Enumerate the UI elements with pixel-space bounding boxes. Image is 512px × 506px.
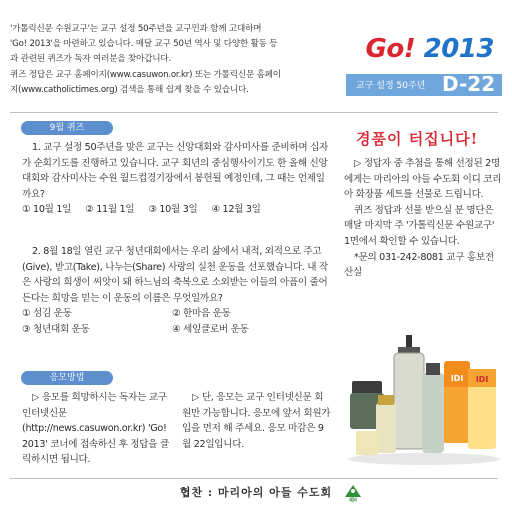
question-text: 2. 8월 18일 열린 교구 청년대회에서는 우리 삶에서 내적, 외적으로 주고(Give), 받고(Take), 나누는(Share) 사랑의 실천 운동을 선포했습니다. 내 작은 사랑의 희생이 씨앗이 돼 하느님의 축복으로 소외받는 이들의 아픔이 줄어든다는 희망을 믿는 이 운동의 이름은 무엇일까요? (22, 246, 328, 304)
divider (10, 112, 498, 113)
method-text-1: ▷ 응모를 희망하시는 독자는 교구 인터넷신문(http://news.casuwon.or.kr) 'Go! 2013' 코너에 접속하신 후 정답을 클릭하시면 됩니다. (22, 392, 169, 466)
quiz-question-2 (22, 244, 328, 338)
year-text: 2013 (423, 34, 494, 64)
go-text: Go! (365, 34, 416, 64)
method-section-title: 응모방법 (21, 371, 113, 385)
product-brand-label: IDI (450, 374, 464, 383)
intro-line: 'Go! 2013'을 마련하고 있습니다. 매달 교구 50년 역사 및 다양한 활동 등 (10, 39, 278, 50)
dday-count: D-22 (442, 72, 496, 96)
intro-line: 퀴즈 정답은 교구 홈페이지(www.casuwon.or.kr) 또는 가톨릭신문 홈페이 (10, 69, 281, 80)
answer-option: ① 10월 1일 (22, 204, 72, 216)
intro-text (10, 22, 330, 98)
answer-options (22, 306, 328, 337)
divider (10, 478, 498, 479)
prize-text (344, 156, 502, 281)
prize-paragraph: ▷ 정답자 중 추첨을 통해 선정된 2명에게는 마리아의 아들 수도회 이디 코리아 화장품 세트를 선물로 드립니다. (344, 158, 502, 201)
answer-option: ④ 세잎클로버 운동 (172, 323, 249, 335)
prize-contact: *문의 031-242-8081 교구 홍보전산실 (344, 251, 494, 279)
dday-label: 교구 설정 50주년 (356, 81, 426, 91)
sponsor-credit: 협찬 : 마리아의 아들 수도회 (179, 486, 333, 499)
answer-option: ④ 12월 3일 (211, 204, 261, 216)
cosmetics-product-image (346, 333, 502, 465)
answer-option: ② 11월 1일 (85, 204, 135, 216)
answer-option: ① 섬김 운동 (22, 308, 72, 320)
idi-logo-icon (342, 484, 364, 502)
answer-option: ② 한마음 운동 (172, 308, 231, 320)
question-text: 1. 교구 설정 50주년을 맞은 교구는 신앙대회와 감사미사를 준비하며 십자가 순회기도를 진행하고 있습니다. 교구 회년의 중심행사이기도 한 올해 신앙대회와 감사미사는 수원 월드컵경기장에서 봉헌될 예정인데, 그 때는 언제일까요? (22, 142, 328, 200)
go-2013-title (366, 34, 495, 64)
intro-line: '가톨릭신문 수원교구'는 교구 설정 50주년을 교구민과 함께 고대하며 (10, 24, 262, 34)
quiz-section-title: 9월 퀴즈 (21, 121, 113, 135)
intro-line: 지(www.catholictimes.org) 검색을 통해 쉽게 찾을 수 있습니다. (10, 84, 249, 95)
answer-options (22, 202, 328, 218)
intro-line: 과 관련된 퀴즈가 독자 여러분을 찾아갑니다. (10, 54, 172, 65)
answer-option: ③ 10월 3일 (148, 204, 198, 216)
product-brand-label: IDI (475, 375, 489, 384)
prize-title: 경품이 터집니다! (356, 130, 479, 148)
answer-option: ③ 청년대회 운동 (22, 323, 90, 335)
prize-paragraph: 퀴즈 정답과 선물 받으실 분 명단은 매달 마지막 주 '가톨릭신문 수원교구' 1면에서 확인할 수 있습니다. (344, 204, 495, 247)
logo-text: IDI (349, 497, 357, 502)
method-text-2: ▷ 단, 응모는 교구 인터넷신문 회원만 가능합니다. 응모에 앞서 회원가입을 먼저 해 주세요. 응모 마감은 9월 22일입니다. (182, 392, 331, 450)
quiz-question-1 (22, 140, 328, 218)
